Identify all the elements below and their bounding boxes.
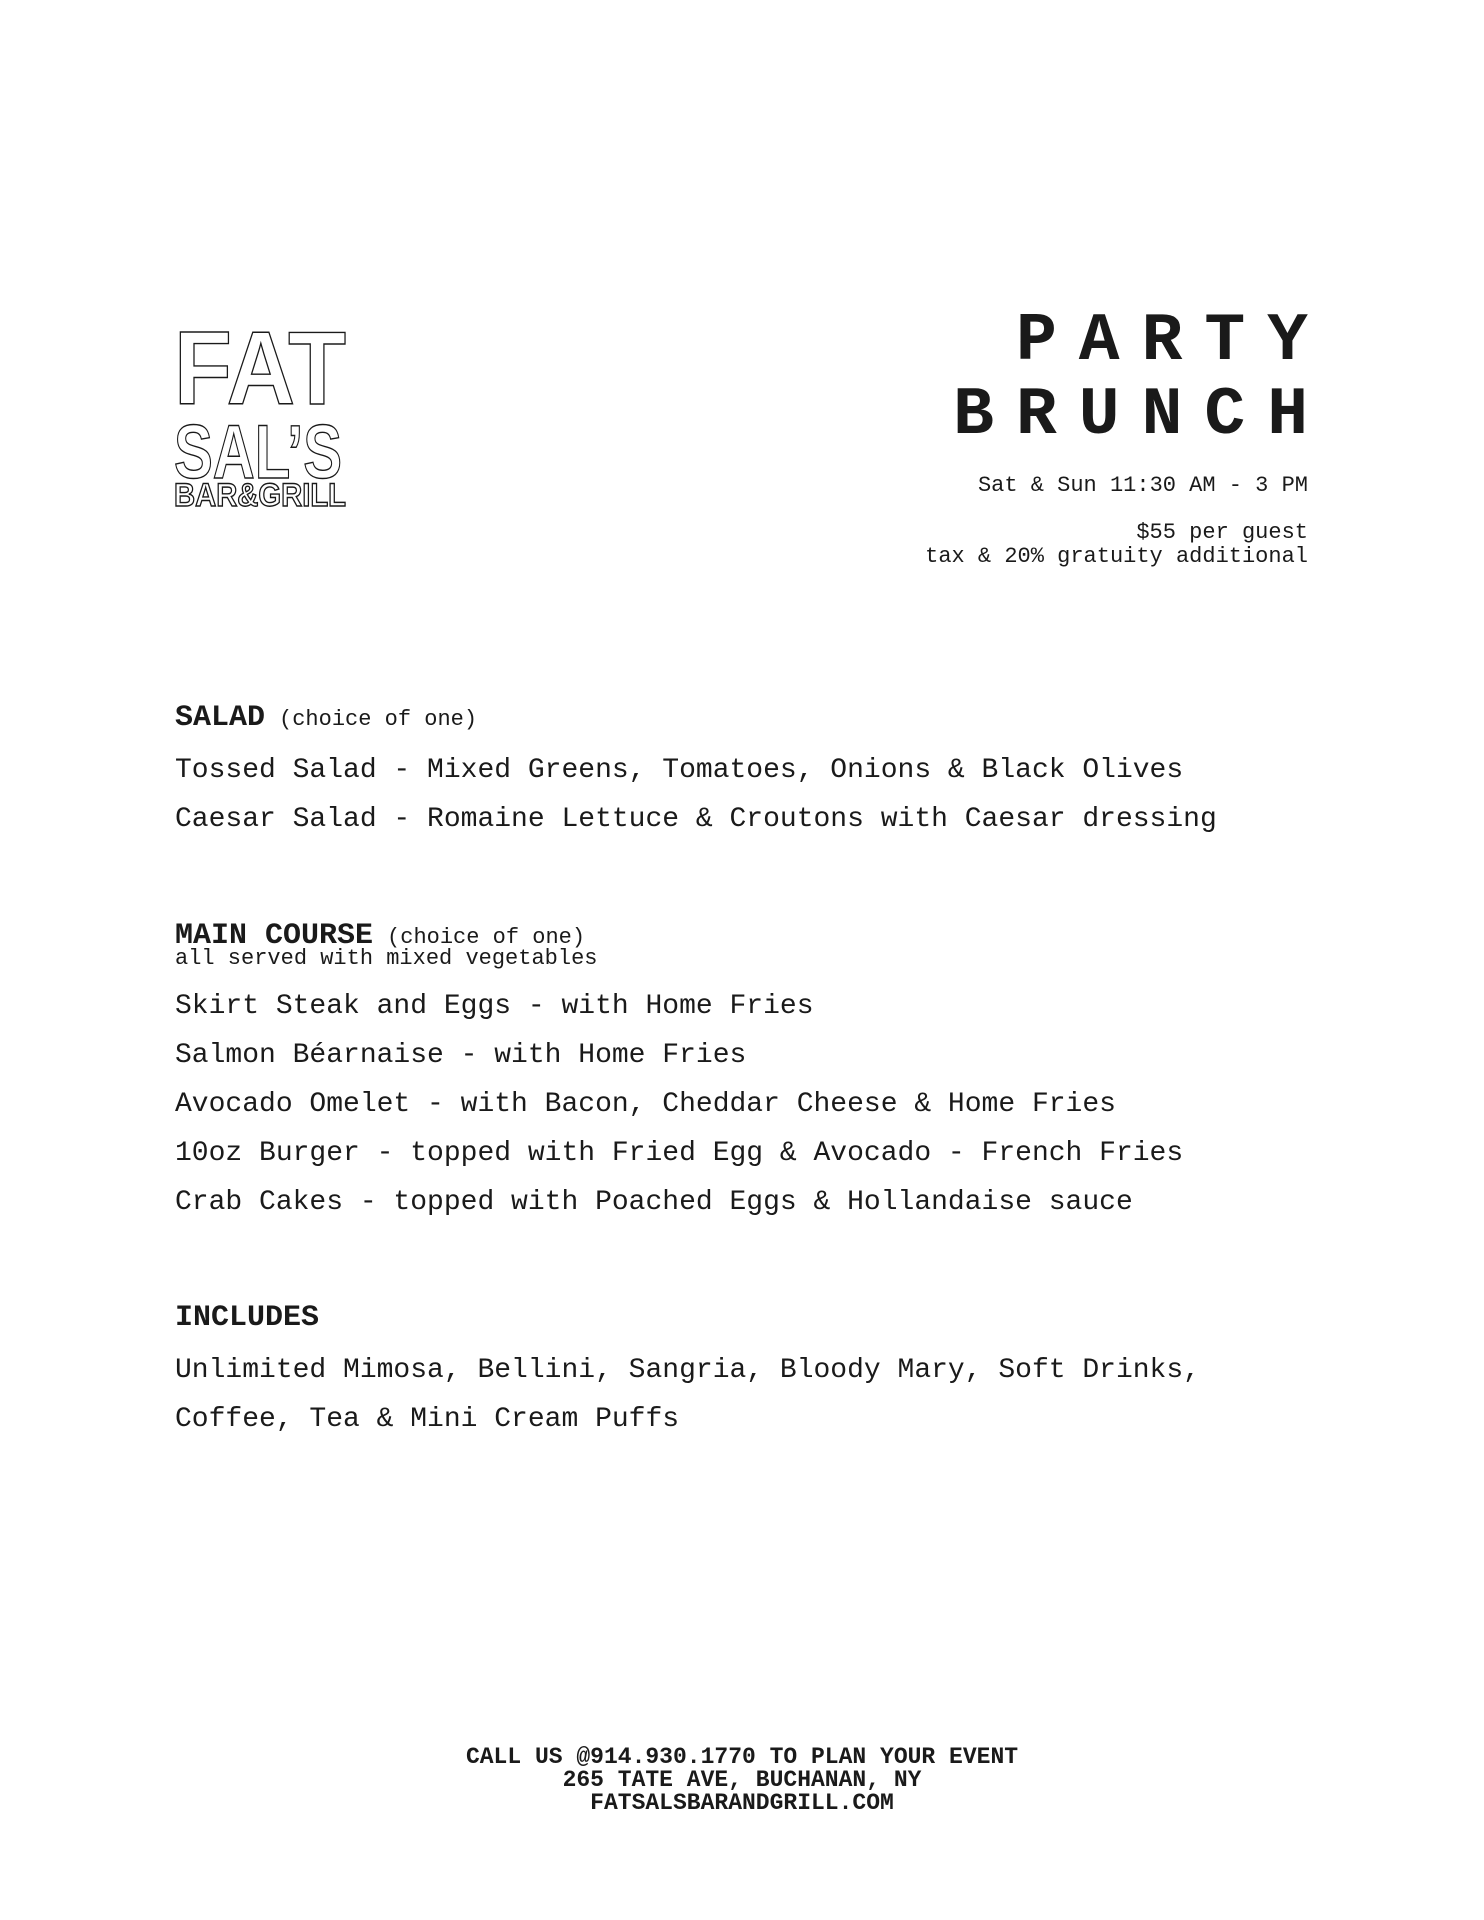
includes-header bbox=[175, 1300, 1200, 1336]
price-block bbox=[925, 521, 1308, 569]
includes-title: INCLUDES bbox=[175, 1301, 320, 1335]
brunch-hours: Sat & Sun 11:30 AM - 3 PM bbox=[977, 473, 1308, 498]
page-title-line-2: BRUNCH bbox=[953, 377, 1330, 454]
main-course-items bbox=[175, 982, 1183, 1227]
menu-item: Tossed Salad - Mixed Greens, Tomatoes, Onions & Black Olives bbox=[175, 755, 1184, 786]
includes-items bbox=[175, 1346, 1200, 1444]
main-course-subnote: all served with mixed vegetables bbox=[175, 946, 598, 971]
logo-line-sals: SAL’S bbox=[174, 410, 342, 495]
restaurant-logo bbox=[174, 318, 348, 508]
salad-section bbox=[175, 700, 1217, 844]
salad-choice-note: (choice of one) bbox=[279, 707, 478, 732]
title-block bbox=[925, 303, 1330, 569]
page-title-line-1: PARTY bbox=[1015, 303, 1330, 380]
menu-item: Avocado Omelet - with Bacon, Cheddar Cheese & Home Fries bbox=[175, 1089, 1116, 1120]
salad-header bbox=[175, 700, 1217, 736]
footer bbox=[0, 1746, 1484, 1815]
includes-line: Unlimited Mimosa, Bellini, Sangria, Bloody Mary, Soft Drinks, bbox=[175, 1355, 1200, 1386]
includes-line: Coffee, Tea & Mini Cream Puffs bbox=[175, 1404, 680, 1435]
salad-items bbox=[175, 746, 1217, 844]
menu-item: 10oz Burger - topped with Fried Egg & Avocado - French Fries bbox=[175, 1138, 1184, 1169]
menu-item: Skirt Steak and Eggs - with Home Fries bbox=[175, 991, 814, 1022]
main-course-title: MAIN COURSE bbox=[175, 919, 374, 953]
includes-section bbox=[175, 1300, 1200, 1444]
salad-title: SALAD bbox=[175, 701, 266, 735]
footer-website: FATSALSBARANDGRILL.COM bbox=[590, 1790, 894, 1816]
price-note: tax & 20% gratuity additional bbox=[925, 544, 1308, 569]
main-course-section bbox=[175, 918, 1183, 1227]
logo-line-bar-grill: BAR&GRILL bbox=[174, 477, 346, 508]
footer-phone-line: CALL US @914.930.1770 TO PLAN YOUR EVENT bbox=[465, 1744, 1019, 1770]
menu-item: Salmon Béarnaise - with Home Fries bbox=[175, 1040, 747, 1071]
price-per-guest: $55 per guest bbox=[1136, 520, 1308, 545]
menu-item: Crab Cakes - topped with Poached Eggs & Hollandaise sauce bbox=[175, 1187, 1133, 1218]
main-course-choice-note: (choice of one) bbox=[387, 925, 586, 950]
footer-address: 265 TATE AVE, BUCHANAN, NY bbox=[562, 1767, 922, 1793]
logo-line-fat: FAT bbox=[174, 318, 346, 427]
menu-item: Caesar Salad - Romaine Lettuce & Croutons with Caesar dressing bbox=[175, 804, 1217, 835]
